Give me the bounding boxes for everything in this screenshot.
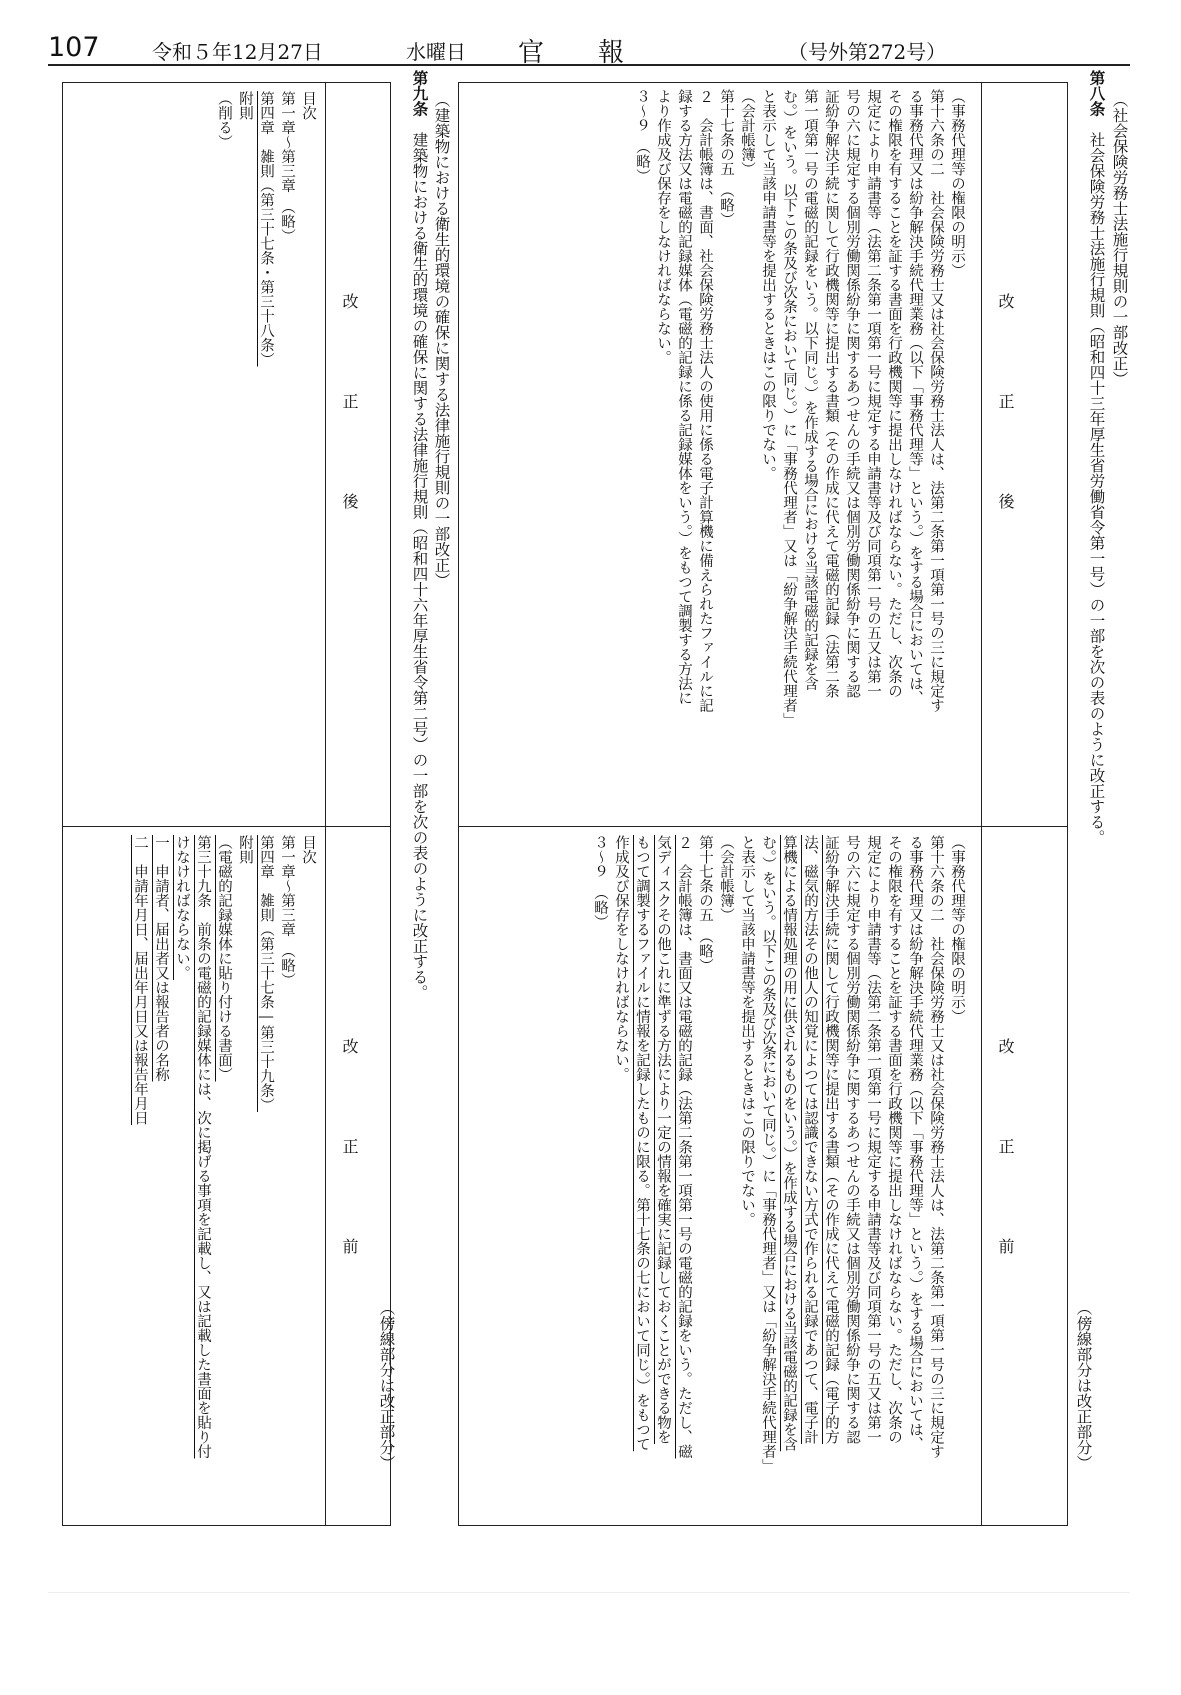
art8-note: （傍線部分は改正部分） [1074,1300,1093,1471]
line: 気ディスクその他これに準ずる方法により一定の情報を確実に記録しておくことができる物を [655,835,671,1444]
art9-label: 第九条 [410,70,430,117]
art9-text: 建築物における衛生的環境の確保に関する法律施行規則（昭和四十六年厚生省令第二号）の一部を次の表のように改正する。 [410,132,429,1000]
line: 号の六に規定する個別労働関係紛争に関するあつせんの手続又は個別労働関係紛争に関する認 [844,835,860,1444]
line: る事務代理又は紛争解決手続代理業務（以下「事務代理等」という。）をする場合においては、 [907,89,923,706]
art8-label: 第八条 [1087,70,1107,117]
art8-header-after: 改 正 後 [996,293,1015,543]
line: と表示して当該申請書等を提出するときはこの限りでない。 [760,89,776,481]
line: （事務代理等の権限の明示） [949,835,965,1024]
art8-text: 社会保険労務士法施行規則（昭和四十三年厚生省労働省令第一号）の一部を次の表のように改正する。 [1087,132,1106,845]
page-header [48,30,1130,66]
line: 一 申請者、届出者又は報告者の名称 [153,835,169,1082]
line: ３～９ （略） [634,89,650,184]
line: 第十七条の五 （略） [718,89,734,227]
line: 第一章～第三章 （略） [279,835,295,988]
art8-intro [1085,70,1108,845]
line: 目次 [300,91,316,120]
art9-before-text [129,835,318,1515]
line: る事務代理又は紛争解決手続代理業務（以下「事務代理等」という。）をする場合においては、 [907,835,923,1452]
art9-header-before: 改 正 前 [340,1038,359,1288]
line: その権限を有することを証する書面を行政機関等に提出しなければならない。ただし、次条の [886,89,902,698]
art9-intro [408,70,431,1000]
page-footer-rule [48,1592,1130,1593]
art8-comparison-table [458,82,1068,1526]
line: 法、磁気的方法その他人の知覚によつては認識できない方式で作られる記録であつて、電子計 [802,835,818,1444]
line: その権限を有することを証する書面を行政機関等に提出しなければならない。ただし、次条の [886,835,902,1444]
line: もつて調製するファイルに情報を記録したものに限る。第十七条の七において同じ。）をもつて [634,835,650,1452]
line: （会計帳簿） [718,835,734,922]
art8-heading: （社会保険労務士法施行規則の一部改正） [1110,92,1129,387]
line: 録する方法又は電磁的記録媒体（電磁的記録に係る記録媒体をいう。）をもつて調製する方法に [676,89,692,706]
line: 第十六条の二 社会保険労務士又は社会保険労務士法人は、法第二条第一項第一号の三に規定す [928,89,944,713]
line: む。）をいう。以下この条及び次条において同じ。）に「事務代理者」又は「紛争解決手続代理者」 [781,89,797,727]
line: ２ 会計帳簿は、書面、社会保険労務士法人の使用に係る電子計算機に備えられたファイルに記 [697,89,713,713]
line: けなければならない。 [174,835,190,980]
line: ３～９ （略） [592,835,608,930]
line: 証紛争解決手続に関して行政機関等に提出する書類（その作成に代えて電磁的記録（電子的方 [823,835,839,1444]
line: （事務代理等の権限の明示） [949,89,965,278]
page-number: 107 [48,32,100,63]
line: 附則 [237,835,253,864]
art8-header-before: 改 正 前 [996,1038,1015,1288]
line: ２ 会計帳簿は、書面又は電磁的記録（法第二条第一項第一号の電磁的記録をいう。ただし、磁 [676,835,692,1459]
line: 第四章 雑則（第三十七条―第三十九条） [258,835,274,1112]
line: （電磁的記録媒体に貼り付ける書面） [216,835,232,1082]
art9-comparison-table [62,82,391,1526]
line: （削る） [216,91,232,149]
line: 証紛争解決手続に関して行政機関等に提出する書類（その作成に代えて電磁的記録（法第二条 [823,89,839,698]
gazette-title: 官報 [518,38,679,68]
line: 号の六に規定する個別労働関係紛争に関するあつせんの手続又は個別労働関係紛争に関する認 [844,89,860,698]
line: 作成及び保存をしなければならない。 [613,835,629,1082]
issue-date: 令和５年12月27日 [152,40,323,64]
art9-after-text [213,91,318,811]
line: 第十六条の二 社会保険労務士又は社会保険労務士法人は、法第二条第一項第一号の三に規定す [928,835,944,1459]
line: より作成及び保存をしなければならない。 [655,89,671,365]
gazette-page [48,30,1130,1595]
line: 規定により申請書等（法第二条第一項第一号に規定する申請書等及び同項第一号の五又は第一 [865,89,881,698]
line: 規定により申請書等（法第二条第一項第一号に規定する申請書等及び同項第一号の五又は第一 [865,835,881,1444]
art8-before-text [589,835,967,1515]
art9-header-after: 改 正 後 [340,293,359,543]
line: 第十七条の五 （略） [697,835,713,973]
line: 目次 [300,835,316,864]
line: 第三十九条 前条の電磁的記録媒体には、次に掲げる事項を記載し、又は記載した書面を貼り付 [195,835,211,1459]
weekday: 水曜日 [406,40,466,64]
line: 第一章～第三章 （略） [279,91,295,244]
line: む。）をいう。以下この条及び次条において同じ。）に「事務代理者」又は「紛争解決手続代理者」 [760,835,776,1473]
line: 第一項第一号の電磁的記録をいう。以下同じ。）を作成する場合における当該電磁的記録を含 [802,89,818,691]
line: と表示して当該申請書等を提出するときはこの限りでない。 [739,835,755,1227]
art9-note: （傍線部分は改正部分） [377,1300,396,1471]
art8-after-text [631,89,967,819]
art9-heading: （建築物における衛生的環境の確保に関する法律施行規則の一部改正） [432,92,451,588]
line: 二 申請年月日、届出年月日又は報告年月日 [132,835,148,1125]
line: 第四章 雑則（第三十七条・第三十八条） [258,91,274,367]
line: 算機による情報処理の用に供されるものをいう。）を作成する場合における当該電磁的記録を含 [781,835,797,1452]
line: 附則 [237,91,253,120]
issue-number: （号外第272号） [788,40,947,64]
line: （会計帳簿） [739,89,755,176]
